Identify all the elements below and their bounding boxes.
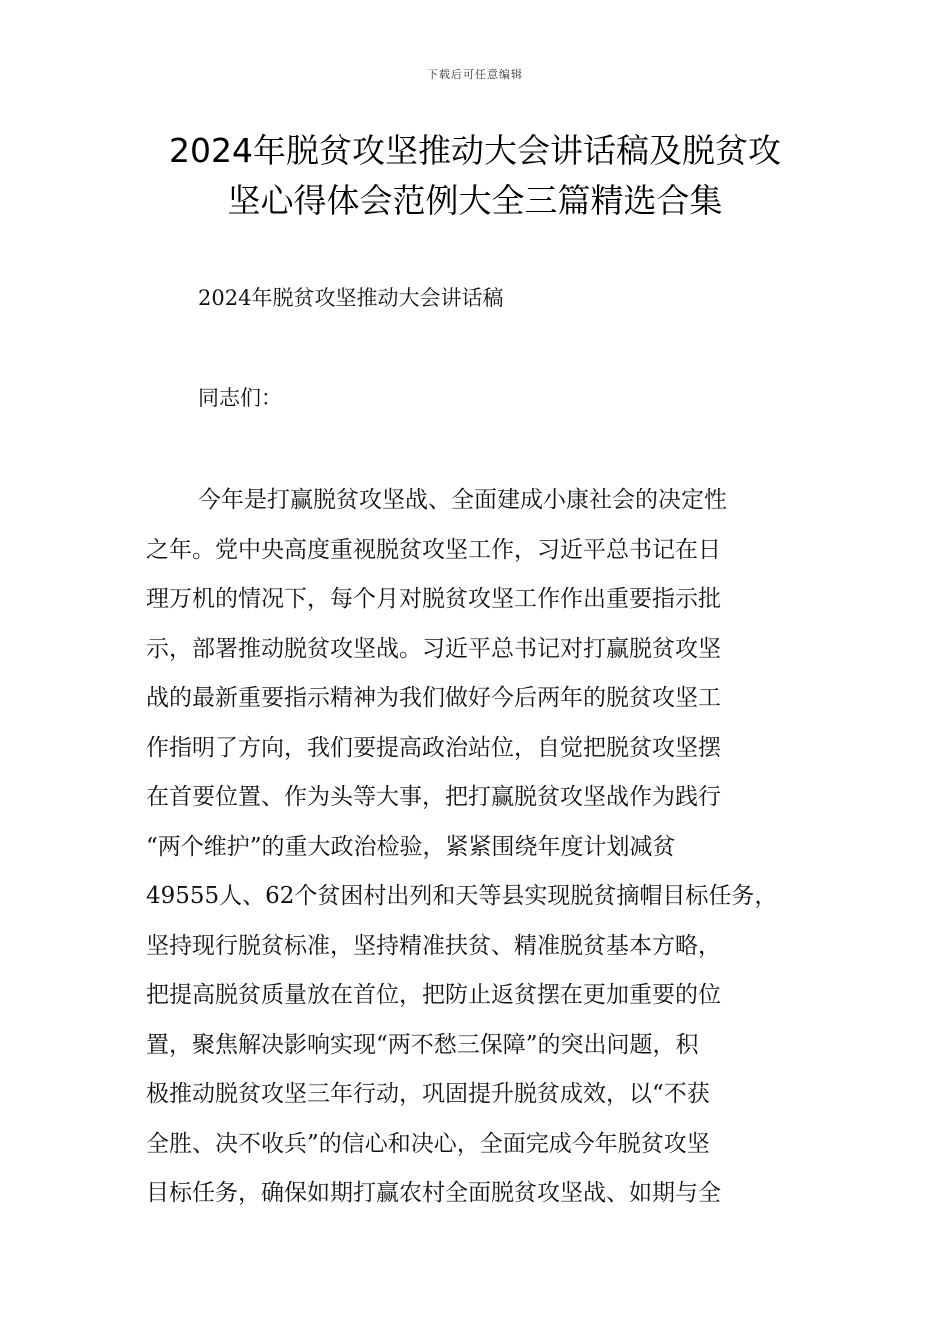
body-line: 示，部署推动脱贫攻坚战。习近平总书记对打赢脱贫攻坚 (146, 635, 721, 662)
body-line: 全胜、决不收兵”的信心和决心，全面完成今年脱贫攻坚 (146, 1130, 710, 1157)
body-line: 之年。党中央高度重视脱贫攻坚工作，习近平总书记在日 (146, 536, 721, 563)
salutation: 同志们： (198, 386, 282, 410)
body-line: 战的最新重要指示精神为我们做好今后两年的脱贫攻坚工 (146, 685, 721, 711)
body-line: 49555人、62个贫困村出列和天等县实现脱贫摘帽目标任务， (146, 883, 778, 909)
speech-subtitle: 2024年脱贫攻坚推动大会讲话稿 (198, 286, 504, 310)
header-note: 下载后可任意编辑 (427, 68, 523, 81)
body-line: 目标任务，确保如期打赢农村全面脱贫攻坚战、如期与全 (146, 1180, 721, 1206)
body-line: “两个维护”的重大政治检验，紧紧围绕年度计划减贫 (146, 833, 676, 860)
body-line: 在首要位置、作为头等大事，把打赢脱贫攻坚战作为践行 (146, 784, 721, 810)
body-line: 把提高脱贫质量放在首位，把防止返贫摆在更加重要的位 (146, 982, 721, 1008)
body-paragraph (146, 476, 826, 1219)
body-line: 极推动脱贫攻坚三年行动，巩固提升脱贫成效，以“不获 (146, 1081, 710, 1107)
body-line: 今年是打赢脱贫攻坚战、全面建成小康社会的决定性 (198, 487, 727, 513)
body-line: 作指明了方向，我们要提高政治站位，自觉把脱贫攻坚摆 (146, 734, 721, 761)
body-line: 理万机的情况下，每个月对脱贫攻坚工作作出重要指示批 (146, 586, 721, 612)
body-line: 坚持现行脱贫标准，坚持精准扶贫、精准脱贫基本方略， (146, 932, 721, 959)
title-line: 坚心得体会范例大全三篇精选合集 (227, 181, 723, 220)
body-line: 置，聚焦解决影响实现“两不愁三保障”的突出问题，积 (146, 1031, 699, 1058)
title-line: 2024年脱贫攻坚推动大会讲话稿及脱贫攻 (169, 131, 781, 170)
document-title (110, 126, 840, 226)
